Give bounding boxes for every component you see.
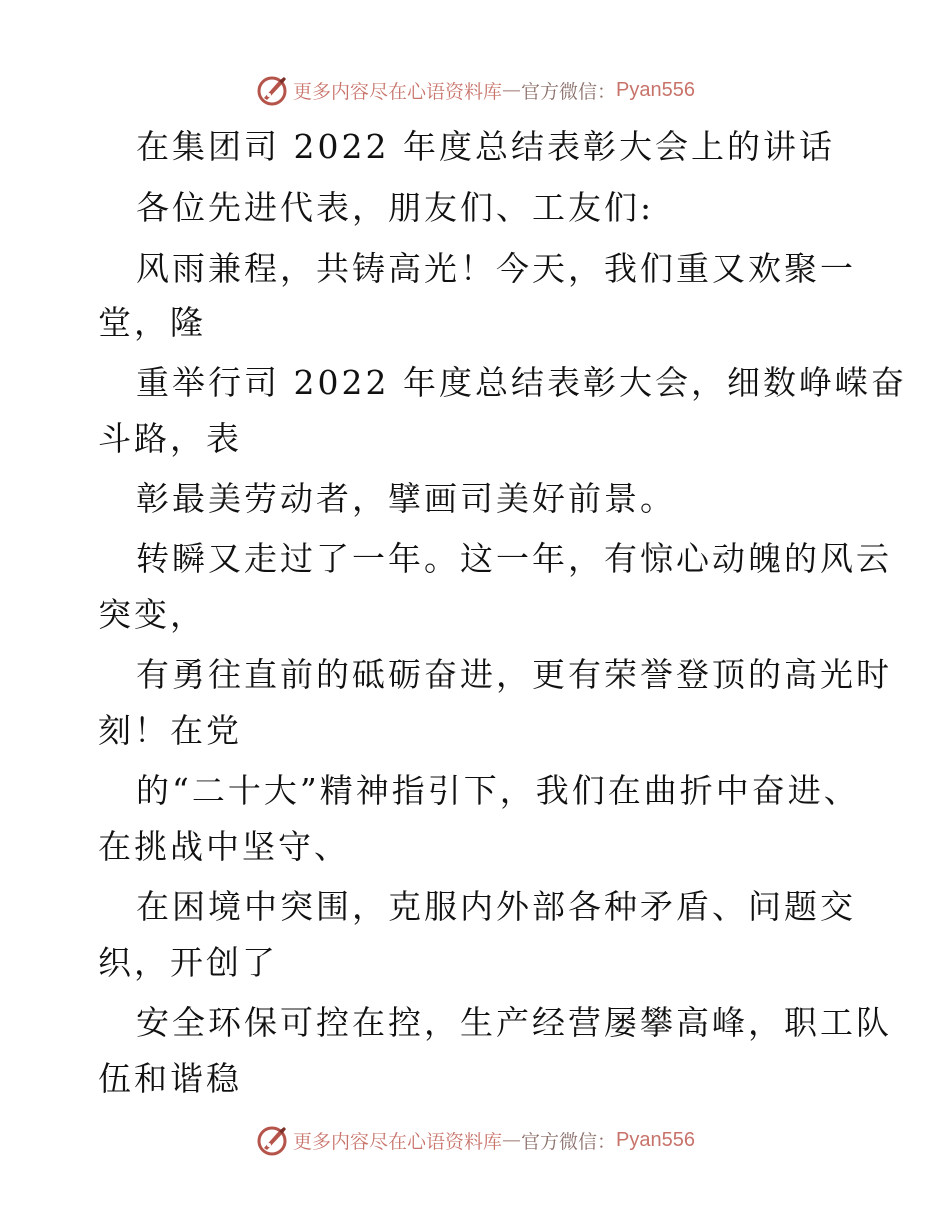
banner-wechat-label: 官方微信： <box>521 80 617 103</box>
salutation: 各位先进代表，朋友们、工友们: <box>136 188 655 227</box>
text-line: 刻！在党 <box>98 711 242 750</box>
footer-watermark-banner <box>0 1120 950 1160</box>
banner-separator: — <box>502 79 522 101</box>
text-line: 有勇往直前的砥砺奋进，更有荣誉登顶的高光时 <box>136 655 892 694</box>
text-line: 安全环保可控在控，生产经营屡攀高峰，职工队 <box>136 1003 892 1042</box>
document-title: 在集团司 2022 年度总结表彰大会上的讲话 <box>136 127 835 166</box>
banner-wechat-id: Pyan556 <box>616 78 695 101</box>
text-line: 堂，隆 <box>98 303 206 342</box>
text-line: 风雨兼程，共铸高光！今天，我们重又欢聚一 <box>136 249 856 288</box>
text-line: 重举行司 2022 年度总结表彰大会，细数峥嵘奋 <box>136 363 907 402</box>
text-line: 突变， <box>98 595 206 634</box>
banner-wechat-label: 官方微信： <box>521 1130 617 1153</box>
text-line: 彰最美劳动者，擘画司美好前景。 <box>136 479 676 518</box>
text-line: 在困境中突围，克服内外部各种矛盾、问题交 <box>136 887 856 926</box>
text-line: 织，开创了 <box>98 943 278 982</box>
pen-nib-logo-icon <box>255 1123 289 1157</box>
text-line: 伍和谐稳 <box>98 1059 242 1098</box>
banner-text: 更多内容尽在心语资料库 <box>293 1130 503 1153</box>
text-line: 转瞬又走过了一年。这一年，有惊心动魄的风云 <box>136 539 892 578</box>
banner-wechat-id: Pyan556 <box>616 1128 695 1151</box>
banner-text: 更多内容尽在心语资料库 <box>293 80 503 103</box>
text-line: 在挑战中坚守、 <box>98 827 350 866</box>
banner-separator: — <box>502 1129 522 1151</box>
text-line: 斗路，表 <box>98 419 242 458</box>
text-line: 的“二十大”精神指引下，我们在曲折中奋进、 <box>136 771 860 810</box>
